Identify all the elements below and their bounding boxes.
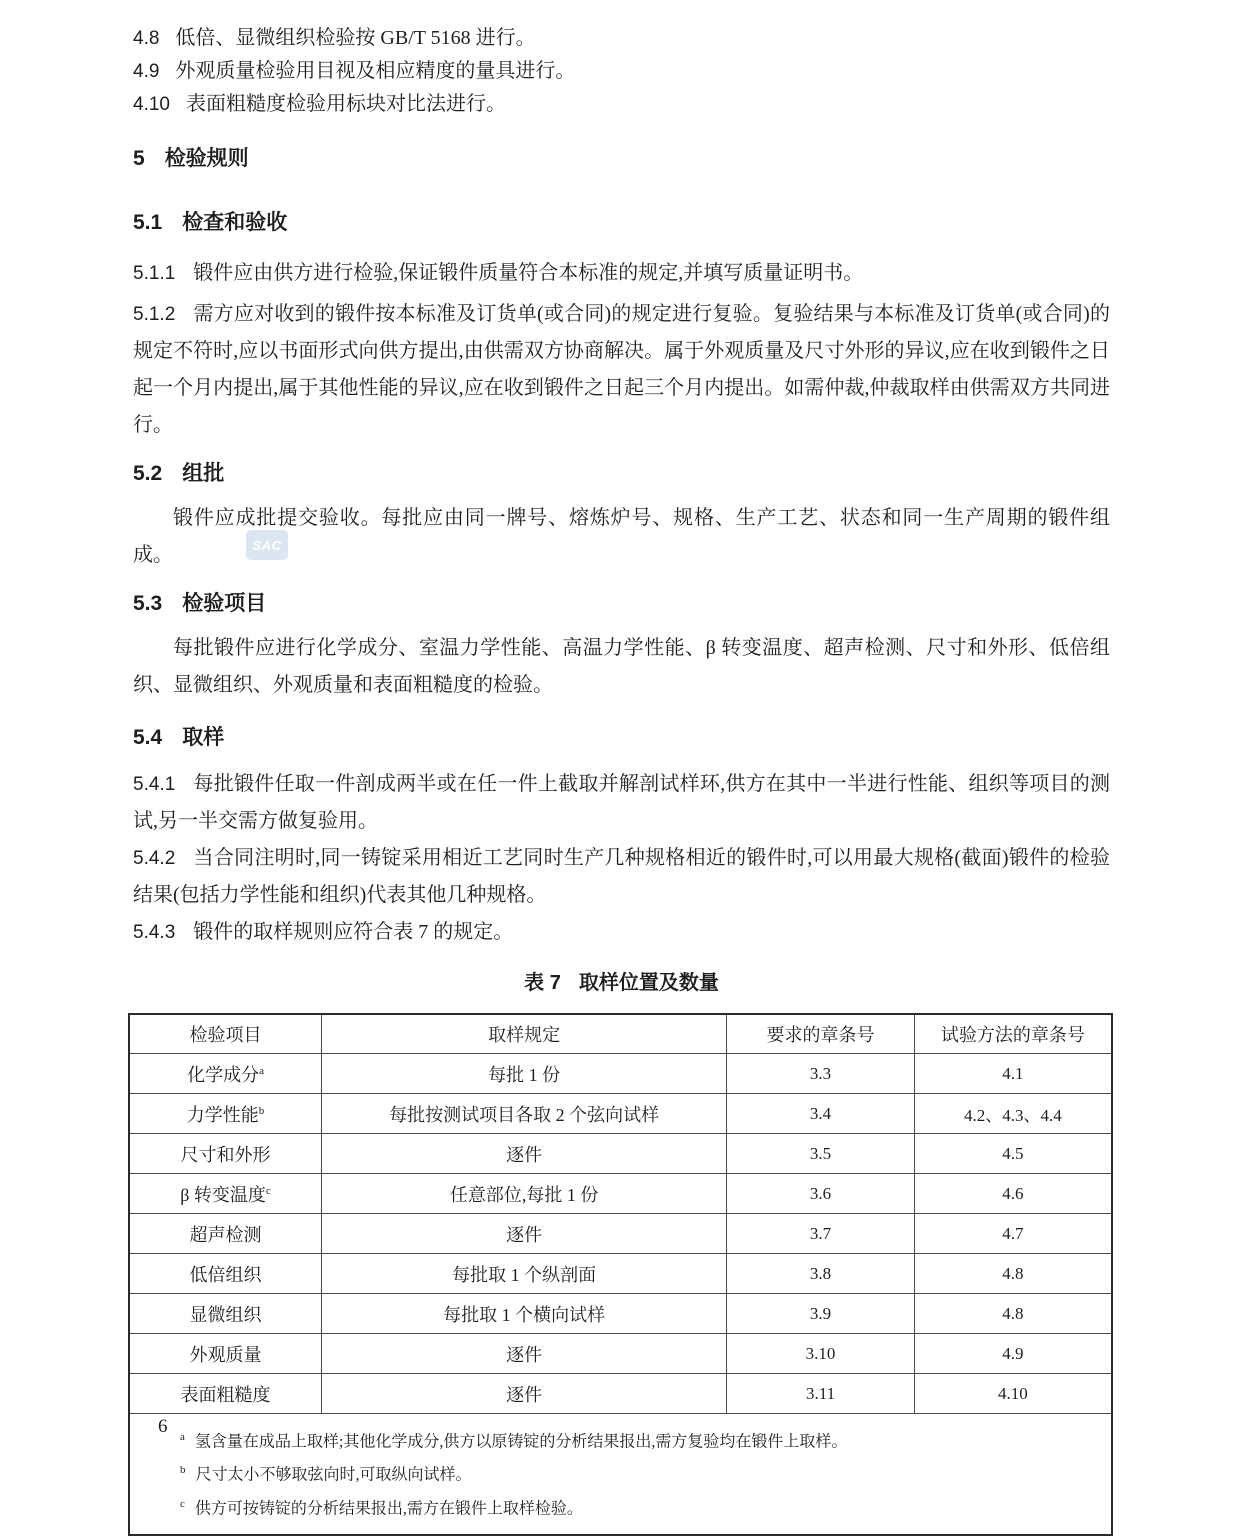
col-header-requirement: 要求的章条号 bbox=[727, 1014, 915, 1054]
item-sup: a bbox=[259, 1064, 264, 1077]
clause-4-10 bbox=[133, 88, 1110, 121]
cell-item bbox=[129, 1094, 322, 1134]
table-row bbox=[129, 1374, 1112, 1414]
table-row bbox=[129, 1254, 1112, 1294]
cell-method: 4.8 bbox=[914, 1294, 1112, 1334]
section-5-3-number: 5.3 bbox=[133, 592, 163, 615]
table-row bbox=[129, 1174, 1112, 1214]
cell-method: 4.5 bbox=[914, 1134, 1112, 1174]
section-5-heading bbox=[133, 145, 1110, 173]
clause-4-8 bbox=[133, 22, 1110, 55]
footnote-b-marker: b bbox=[180, 1464, 186, 1477]
section-5-4-title: 取样 bbox=[182, 726, 225, 749]
cell-rule: 任意部位,每批 1 份 bbox=[322, 1174, 727, 1214]
cell-method: 4.8 bbox=[914, 1254, 1112, 1294]
cell-method: 4.1 bbox=[914, 1054, 1112, 1094]
clause-4-9 bbox=[133, 55, 1110, 88]
clause-4-8-number: 4.8 bbox=[133, 28, 160, 49]
cell-rule: 每批取 1 个纵剖面 bbox=[322, 1254, 727, 1294]
footnote-c-marker: c bbox=[180, 1497, 185, 1510]
cell-rule: 逐件 bbox=[322, 1334, 727, 1374]
item-text: 力学性能 bbox=[186, 1104, 259, 1125]
item-text: 化学成分 bbox=[187, 1064, 260, 1085]
item-sup: b bbox=[258, 1104, 265, 1117]
table-row bbox=[129, 1294, 1112, 1334]
section-5-title: 检验规则 bbox=[164, 147, 249, 170]
section-5-1-title: 检查和验收 bbox=[182, 211, 288, 234]
clause-5-1-2-text: 需方应对收到的锻件按本标准及订货单(或合同)的规定进行复验。复验结果与本标准及订货单(或合同)的规定不符时,应以书面形式向供方提出,由供需双方协商解决。属于外观质量及尺寸外形的异议,应在收到锻件之日起一个月内提出,属于其他性能的异议,应在收到锻件之日起三个月内提出。如需仲裁,仲裁取样由供需双方共同进行。 bbox=[133, 303, 1110, 436]
clause-5-4-2-number: 5.4.2 bbox=[133, 848, 176, 869]
section-5-4-number: 5.4 bbox=[133, 726, 163, 749]
table-7-label: 表 7 bbox=[524, 972, 561, 994]
table-header-row bbox=[129, 1014, 1112, 1054]
footnote-a-marker: a bbox=[180, 1431, 185, 1443]
item-text: 低倍组织 bbox=[189, 1264, 262, 1285]
section-5-2-number: 5.2 bbox=[133, 462, 163, 485]
clause-5-1-2 bbox=[133, 296, 1110, 444]
clause-4-9-text: 外观质量检验用目视及相应精度的量具进行。 bbox=[175, 60, 576, 82]
cell-item bbox=[129, 1054, 322, 1094]
col-header-method: 试验方法的章条号 bbox=[914, 1014, 1112, 1054]
item-text: 外观质量 bbox=[189, 1344, 262, 1365]
footnote-a bbox=[180, 1424, 1091, 1455]
cell-requirement: 3.8 bbox=[727, 1254, 915, 1294]
section-5-1-number: 5.1 bbox=[133, 211, 163, 234]
section-5-1-heading bbox=[133, 209, 1110, 237]
cell-item bbox=[129, 1294, 322, 1334]
clause-5-4-3-text: 锻件的取样规则应符合表 7 的规定。 bbox=[193, 921, 514, 943]
table-row bbox=[129, 1214, 1112, 1254]
cell-method: 4.7 bbox=[914, 1214, 1112, 1254]
cell-requirement: 3.5 bbox=[727, 1134, 915, 1174]
cell-requirement: 3.3 bbox=[727, 1054, 915, 1094]
cell-item bbox=[129, 1134, 322, 1174]
item-sup: c bbox=[265, 1184, 271, 1197]
section-5-3-paragraph: 每批锻件应进行化学成分、室温力学性能、高温力学性能、β 转变温度、超声检测、尺寸和外形、低倍组织、显微组织、外观质量和表面粗糙度的检验。 bbox=[133, 637, 1110, 696]
clause-4-10-number: 4.10 bbox=[133, 94, 170, 115]
section-5-2-paragraph: 锻件应成批提交验收。每批应由同一牌号、熔炼炉号、规格、生产工艺、状态和同一生产周期的锻件组成。 bbox=[133, 507, 1110, 566]
cell-method: 4.2、4.3、4.4 bbox=[914, 1094, 1112, 1134]
clause-4-10-text: 表面粗糙度检验用标块对比法进行。 bbox=[185, 93, 506, 115]
cell-rule: 逐件 bbox=[322, 1214, 727, 1254]
cell-requirement: 3.7 bbox=[727, 1214, 915, 1254]
section-5-3-heading bbox=[133, 590, 1110, 618]
cell-item bbox=[129, 1214, 322, 1254]
footnote-c-text: 供方可按铸锭的分析结果报出,需方在锻件上取样检验。 bbox=[194, 1499, 583, 1517]
clause-5-4-2 bbox=[133, 840, 1110, 914]
clause-5-4-1-number: 5.4.1 bbox=[133, 774, 176, 795]
clause-4-8-text: 低倍、显微组织检验按 GB/T 5168 进行。 bbox=[175, 27, 536, 49]
cell-method: 4.9 bbox=[914, 1334, 1112, 1374]
item-text: β 转变温度 bbox=[180, 1184, 266, 1205]
cell-rule: 每批 1 份 bbox=[322, 1054, 727, 1094]
cell-requirement: 3.6 bbox=[727, 1174, 915, 1214]
footnote-b-text: 尺寸太小不够取弦向时,可取纵向试样。 bbox=[195, 1466, 472, 1484]
section-5-2-heading bbox=[133, 460, 1110, 488]
section-5-4-heading bbox=[133, 724, 1110, 752]
section-5-2-title: 组批 bbox=[182, 462, 225, 485]
item-text: 超声检测 bbox=[189, 1224, 262, 1245]
clause-5-1-1-text: 锻件应由供方进行检验,保证锻件质量符合本标准的规定,并填写质量证明书。 bbox=[193, 262, 864, 284]
cell-method: 4.10 bbox=[914, 1374, 1112, 1414]
cell-rule: 每批按测试项目各取 2 个弦向试样 bbox=[322, 1094, 727, 1134]
item-text: 显微组织 bbox=[189, 1304, 262, 1325]
cell-item bbox=[129, 1334, 322, 1374]
clause-5-1-1 bbox=[133, 257, 1110, 290]
cell-requirement: 3.10 bbox=[727, 1334, 915, 1374]
section-5-number: 5 bbox=[133, 147, 145, 170]
cell-requirement: 3.4 bbox=[727, 1094, 915, 1134]
cell-requirement: 3.11 bbox=[727, 1374, 915, 1414]
table-7 bbox=[128, 1013, 1113, 1536]
footnote-a-text: 氢含量在成品上取样;其他化学成分,供方以原铸锭的分析结果报出,需方复验均在锻件上取样。 bbox=[194, 1433, 848, 1451]
clause-5-4-3 bbox=[133, 914, 1110, 951]
cell-method: 4.6 bbox=[914, 1174, 1112, 1214]
col-header-item: 检验项目 bbox=[129, 1014, 322, 1054]
clause-5-4-1-text: 每批锻件任取一件剖成两半或在任一件上截取并解剖试样环,供方在其中一半进行性能、组织等项目的测试,另一半交需方做复验用。 bbox=[133, 773, 1110, 832]
table-row bbox=[129, 1094, 1112, 1134]
table-footnotes-row bbox=[129, 1414, 1112, 1535]
sac-watermark: SAC bbox=[246, 530, 288, 560]
item-text: 表面粗糙度 bbox=[180, 1384, 271, 1405]
cell-item bbox=[129, 1174, 322, 1214]
cell-item bbox=[129, 1374, 322, 1414]
cell-requirement: 3.9 bbox=[727, 1294, 915, 1334]
cell-rule: 逐件 bbox=[322, 1134, 727, 1174]
clause-4-9-number: 4.9 bbox=[133, 61, 160, 82]
table-7-title bbox=[133, 969, 1110, 997]
section-5-3-title: 检验项目 bbox=[182, 592, 267, 615]
clause-5-4-2-text: 当合同注明时,同一铸锭采用相近工艺同时生产几种规格相近的锻件时,可以用最大规格(截面)锻件的检验结果(包括力学性能和组织)代表其他几种规格。 bbox=[133, 847, 1110, 906]
table-footnotes bbox=[129, 1414, 1112, 1535]
item-text: 尺寸和外形 bbox=[180, 1144, 271, 1165]
clause-5-1-2-number: 5.1.2 bbox=[133, 304, 176, 325]
clause-5-4-3-number: 5.4.3 bbox=[133, 922, 176, 943]
table-row bbox=[129, 1134, 1112, 1174]
cell-item bbox=[129, 1254, 322, 1294]
footnote-c bbox=[180, 1491, 1091, 1522]
table-row bbox=[129, 1054, 1112, 1094]
cell-rule: 逐件 bbox=[322, 1374, 727, 1414]
col-header-rule: 取样规定 bbox=[322, 1014, 727, 1054]
clause-5-1-1-number: 5.1.1 bbox=[133, 263, 176, 284]
clause-5-4-1 bbox=[133, 766, 1110, 840]
table-row bbox=[129, 1334, 1112, 1374]
cell-rule: 每批取 1 个横向试样 bbox=[322, 1294, 727, 1334]
table-7-caption: 取样位置及数量 bbox=[578, 972, 719, 994]
footnote-b bbox=[180, 1457, 1091, 1488]
page-content bbox=[133, 22, 1110, 1536]
page-number: 6 bbox=[158, 1416, 168, 1437]
